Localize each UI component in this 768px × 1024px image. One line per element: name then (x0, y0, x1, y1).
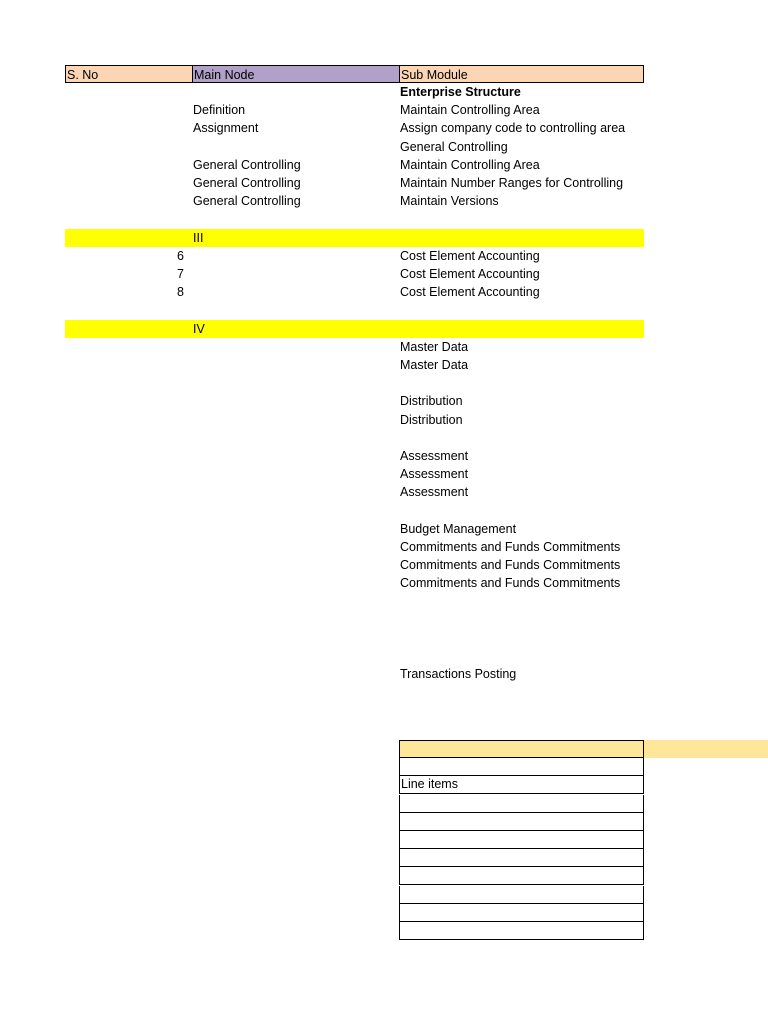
sub-module-cell[interactable]: Commitments and Funds Commitments (400, 540, 621, 554)
sub-module-cell[interactable]: Maintain Controlling Area (400, 103, 540, 117)
main-node-cell[interactable] (192, 483, 399, 501)
sub-module-cell[interactable]: Distribution (400, 413, 463, 427)
table-row (0, 411, 768, 429)
main-node-cell[interactable] (192, 465, 399, 483)
table-row (0, 465, 768, 483)
sno-cell[interactable] (65, 338, 192, 356)
sno-cell[interactable] (65, 229, 192, 247)
table-row (0, 574, 768, 592)
sub-module-cell[interactable] (399, 210, 644, 228)
sub-module-cell[interactable]: Cost Element Accounting (400, 267, 540, 281)
table-row (0, 520, 768, 538)
sno-cell[interactable] (65, 156, 192, 174)
table-row (0, 593, 768, 611)
sno-cell[interactable] (65, 83, 192, 101)
table-row (0, 629, 768, 647)
line-items-cell[interactable] (399, 849, 644, 867)
line-items-cell[interactable] (399, 740, 644, 758)
line-items-cell[interactable] (399, 867, 644, 885)
table-row (0, 611, 768, 629)
sub-module-cell[interactable] (399, 502, 644, 520)
main-node-cell[interactable] (192, 538, 399, 556)
line-items-cell[interactable] (399, 758, 644, 776)
main-node-cell[interactable] (192, 138, 399, 156)
sub-module-cell[interactable]: Master Data (400, 340, 469, 354)
sub-module-cell[interactable] (399, 647, 644, 665)
header-sno-cell[interactable]: S. No (65, 65, 192, 83)
table-row (0, 229, 768, 247)
sub-module-cell[interactable]: Assessment (400, 449, 469, 463)
table-row (0, 247, 768, 265)
sno-cell[interactable] (65, 392, 192, 410)
table-row (0, 483, 768, 501)
main-node-cell[interactable]: IV (193, 322, 205, 336)
sno-cell[interactable] (65, 320, 192, 338)
sno-cell[interactable] (65, 665, 192, 683)
sub-module-cell[interactable] (399, 229, 644, 247)
main-node-cell[interactable] (192, 502, 399, 520)
sub-module-cell[interactable]: Maintain Controlling Area (400, 158, 540, 172)
table-row (0, 356, 768, 374)
table-row (0, 301, 768, 319)
sno-cell[interactable] (65, 465, 192, 483)
sno-cell[interactable] (65, 119, 192, 137)
line-items-cell[interactable]: Line items (399, 776, 644, 794)
main-node-cell[interactable] (192, 283, 399, 301)
sub-module-cell[interactable]: Maintain Number Ranges for Controlling (400, 176, 624, 190)
main-node-cell[interactable]: General Controlling (193, 176, 301, 190)
sno-cell[interactable]: 6 (177, 249, 184, 263)
main-node-cell[interactable]: General Controlling (193, 194, 301, 208)
sub-module-cell[interactable] (399, 320, 644, 338)
main-node-cell[interactable]: Definition (193, 103, 246, 117)
main-node-cell[interactable]: General Controlling (193, 158, 301, 172)
table-row (0, 538, 768, 556)
sub-module-cell[interactable] (399, 374, 644, 392)
table-row (0, 174, 768, 192)
sub-module-cell[interactable]: Assign company code to controlling area (400, 121, 626, 135)
main-node-cell[interactable] (192, 265, 399, 283)
sub-module-cell[interactable] (399, 429, 644, 447)
sno-cell[interactable] (65, 647, 192, 665)
main-node-cell[interactable] (192, 210, 399, 228)
table-row (0, 374, 768, 392)
header-main-node-cell[interactable]: Main Node (192, 65, 399, 83)
highlight-fill (644, 740, 768, 758)
sub-module-cell[interactable]: Budget Management (400, 522, 517, 536)
main-node-cell[interactable] (192, 556, 399, 574)
table-row (0, 101, 768, 119)
main-node-cell[interactable] (192, 520, 399, 538)
table-row (0, 392, 768, 410)
line-items-cell[interactable] (399, 922, 644, 940)
sno-cell[interactable] (65, 210, 192, 228)
sno-cell[interactable] (65, 192, 192, 210)
line-items-cell[interactable] (399, 886, 644, 904)
sub-module-cell[interactable]: Commitments and Funds Commitments (400, 576, 621, 590)
sno-cell[interactable] (65, 447, 192, 465)
sub-module-cell[interactable]: Assessment (400, 467, 469, 481)
main-node-cell[interactable]: Assignment (193, 121, 259, 135)
table-row (0, 320, 768, 338)
sno-cell[interactable]: 8 (177, 285, 184, 299)
sno-cell[interactable] (65, 374, 192, 392)
sno-cell[interactable] (65, 556, 192, 574)
main-node-cell[interactable] (192, 665, 399, 683)
main-node-cell[interactable] (192, 83, 399, 101)
table-row (0, 338, 768, 356)
main-node-cell[interactable] (192, 593, 399, 611)
table-row (0, 665, 768, 683)
line-items-cell[interactable] (399, 795, 644, 813)
main-node-cell[interactable] (192, 447, 399, 465)
sno-cell[interactable] (65, 520, 192, 538)
main-node-cell[interactable] (192, 392, 399, 410)
sub-module-cell[interactable] (399, 629, 644, 647)
line-items-cell[interactable] (399, 831, 644, 849)
table-row (0, 119, 768, 137)
sub-module-cell[interactable]: Distribution (400, 394, 463, 408)
sno-cell[interactable] (65, 538, 192, 556)
table-row (0, 283, 768, 301)
main-node-cell[interactable] (192, 429, 399, 447)
sub-module-cell[interactable]: Cost Element Accounting (400, 285, 540, 299)
sno-cell[interactable] (65, 301, 192, 319)
main-node-cell[interactable] (192, 356, 399, 374)
sub-module-cell[interactable] (399, 593, 644, 611)
sub-module-cell[interactable]: Enterprise Structure (400, 85, 521, 99)
sno-cell[interactable] (65, 502, 192, 520)
table-row (0, 556, 768, 574)
sno-cell[interactable] (65, 593, 192, 611)
line-items-cell[interactable] (399, 813, 644, 831)
table-row (0, 210, 768, 228)
table-row (0, 447, 768, 465)
table-row (0, 83, 768, 101)
main-node-cell[interactable] (192, 611, 399, 629)
main-node-cell[interactable] (192, 338, 399, 356)
sno-cell[interactable] (65, 611, 192, 629)
sno-cell[interactable] (65, 429, 192, 447)
main-node-cell[interactable]: III (193, 231, 204, 245)
sno-cell[interactable] (65, 629, 192, 647)
table-row (0, 138, 768, 156)
line-items-cell[interactable] (399, 904, 644, 922)
sub-module-cell[interactable]: Assessment (400, 485, 469, 499)
main-node-cell[interactable] (192, 647, 399, 665)
sno-cell[interactable] (65, 101, 192, 119)
sub-module-cell[interactable] (399, 611, 644, 629)
header-sub-module-cell[interactable]: Sub Module (399, 65, 644, 83)
sno-cell[interactable] (65, 411, 192, 429)
table-row (0, 265, 768, 283)
sno-cell[interactable] (65, 356, 192, 374)
sno-cell[interactable] (65, 174, 192, 192)
header-row (0, 65, 768, 83)
sub-module-cell[interactable]: Cost Element Accounting (400, 249, 540, 263)
sub-module-cell[interactable]: Maintain Versions (400, 194, 499, 208)
table-row (0, 192, 768, 210)
table-row (0, 502, 768, 520)
main-node-cell[interactable] (192, 301, 399, 319)
sub-module-cell[interactable]: General Controlling (400, 140, 508, 154)
sub-module-cell[interactable] (399, 301, 644, 319)
sno-cell[interactable] (65, 483, 192, 501)
sub-module-cell[interactable]: Transactions Posting (400, 667, 517, 681)
table-row (0, 647, 768, 665)
main-node-cell[interactable] (192, 247, 399, 265)
main-node-cell[interactable] (192, 574, 399, 592)
sno-cell[interactable] (65, 138, 192, 156)
table-row (0, 156, 768, 174)
main-node-cell[interactable] (192, 411, 399, 429)
sub-module-cell[interactable]: Commitments and Funds Commitments (400, 558, 621, 572)
main-node-cell[interactable] (192, 374, 399, 392)
table-row (0, 429, 768, 447)
sno-cell[interactable] (65, 574, 192, 592)
sub-module-cell[interactable]: Master Data (400, 358, 469, 372)
main-node-cell[interactable] (192, 629, 399, 647)
sno-cell[interactable]: 7 (177, 267, 184, 281)
